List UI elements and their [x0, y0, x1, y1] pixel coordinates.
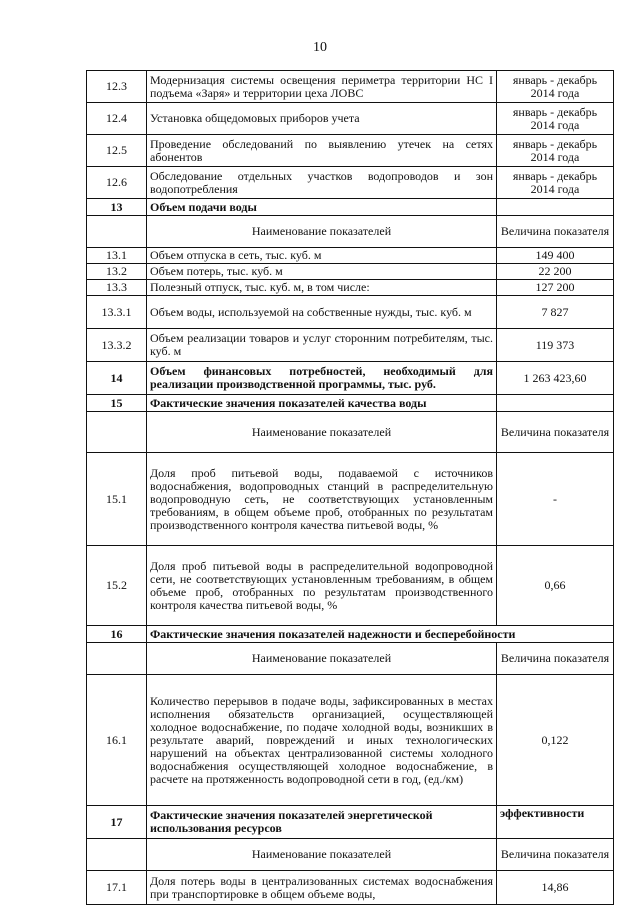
row-number: 12.5	[87, 135, 147, 167]
column-header-name: Наименование показателей	[147, 216, 497, 248]
section-number: 17	[87, 806, 147, 839]
row-value: январь - декабрь 2014 года	[497, 71, 614, 103]
section-header-row	[87, 199, 614, 216]
column-header-row	[87, 412, 614, 453]
section-title	[147, 806, 497, 839]
table-row	[87, 296, 614, 329]
section-header-row	[87, 626, 614, 643]
table-row	[87, 135, 614, 167]
table-row	[87, 329, 614, 362]
table-row	[87, 71, 614, 103]
table-row	[87, 167, 614, 199]
section-header-row	[87, 806, 614, 839]
row-value: 0,66	[497, 546, 614, 626]
row-number: 13.3.1	[87, 296, 147, 329]
column-header-row	[87, 216, 614, 248]
section-title-part: Фактические значения показателей энергетической	[150, 808, 433, 822]
column-header-name: Наименование показателей	[147, 643, 497, 675]
section-row	[87, 362, 614, 395]
row-number: 15.1	[87, 453, 147, 546]
column-header-value: Величина показателя	[497, 839, 614, 871]
row-description: Доля проб питьевой воды в распределительной водопроводной сети, не соответствующих установленным требованиям, в общем объеме проб, отобранных по результатам производственного контроля качества питьевой воды, %	[147, 546, 497, 626]
empty-cell	[497, 395, 614, 412]
row-description: Модернизация системы освещения периметра территории НС I подъема «Заря» и территории цеха ЛОВС	[147, 71, 497, 103]
section-title-part: эффективности	[497, 806, 614, 839]
row-number: 13.3.2	[87, 329, 147, 362]
section-title-part: использования ресурсов	[150, 821, 282, 835]
row-value: 127 200	[497, 280, 614, 296]
row-value: -	[497, 453, 614, 546]
table-row	[87, 280, 614, 296]
section-title: Фактические значения показателей качества воды	[147, 395, 497, 412]
row-description: Количество перерывов в подаче воды, зафиксированных в местах исполнения обязательств организацией, осуществляющей холодное водоснабжение, по подаче холодной воды, возникших в результате аварий, повреждений и иных технологических нарушений на объектах централизованной системы холодного водоснабжения осуществляющей холодное водоснабжение, в расчете на протяженность водопроводной сети в год, (ед./км)	[147, 675, 497, 806]
page-number: 10	[313, 40, 327, 55]
row-description: Обследование отдельных участков водопроводов и зон водопотребления	[147, 167, 497, 199]
row-value: 0,122	[497, 675, 614, 806]
row-number: 13.1	[87, 248, 147, 264]
column-header-name: Наименование показателей	[147, 412, 497, 453]
empty-cell	[87, 412, 147, 453]
section-number: 15	[87, 395, 147, 412]
table-row	[87, 546, 614, 626]
row-value: январь - декабрь 2014 года	[497, 135, 614, 167]
column-header-row	[87, 839, 614, 871]
row-number: 12.4	[87, 103, 147, 135]
row-description: Доля потерь воды в централизованных системах водоснабжения при транспортировке в общем объеме воды,	[147, 871, 497, 905]
column-header-value: Величина показателя	[497, 216, 614, 248]
section-number: 14	[87, 362, 147, 395]
row-value: 22 200	[497, 264, 614, 280]
column-header-name: Наименование показателей	[147, 839, 497, 871]
row-description: Полезный отпуск, тыс. куб. м, в том числе:	[147, 280, 497, 296]
row-number: 15.2	[87, 546, 147, 626]
section-number: 13	[87, 199, 147, 216]
table-row	[87, 675, 614, 806]
row-value: январь - декабрь 2014 года	[497, 103, 614, 135]
row-value: 1 263 423,60	[497, 362, 614, 395]
column-header-row	[87, 643, 614, 675]
empty-cell	[87, 643, 147, 675]
row-number: 12.6	[87, 167, 147, 199]
row-value: 7 827	[497, 296, 614, 329]
table-row	[87, 871, 614, 905]
empty-cell	[497, 199, 614, 216]
row-value: 119 373	[497, 329, 614, 362]
row-description: Объем отпуска в сеть, тыс. куб. м	[147, 248, 497, 264]
row-value: 149 400	[497, 248, 614, 264]
row-number: 17.1	[87, 871, 147, 905]
row-description: Проведение обследований по выявлению утечек на сетях абонентов	[147, 135, 497, 167]
row-number: 13.3	[87, 280, 147, 296]
section-header-row	[87, 395, 614, 412]
row-description: Объем потерь, тыс. куб. м	[147, 264, 497, 280]
row-number: 16.1	[87, 675, 147, 806]
row-value: январь - декабрь 2014 года	[497, 167, 614, 199]
table-row	[87, 264, 614, 280]
row-description: Установка общедомовых приборов учета	[147, 103, 497, 135]
indicators-table	[86, 70, 614, 905]
row-description: Объем воды, используемой на собственные нужды, тыс. куб. м	[147, 296, 497, 329]
row-description: Объем реализации товаров и услуг сторонним потребителям, тыс. куб. м	[147, 329, 497, 362]
section-title: Фактические значения показателей надежности и бесперебойности	[147, 626, 614, 643]
row-number: 13.2	[87, 264, 147, 280]
empty-cell	[87, 839, 147, 871]
row-description: Доля проб питьевой воды, подаваемой с источников водоснабжения, водопроводных станций в распределительную водопроводную сеть, не соответствующих установленным требованиям, в общем объеме проб, отобранных по результатам производственного контроля качества питьевой воды, %	[147, 453, 497, 546]
column-header-value: Величина показателя	[497, 412, 614, 453]
row-value: 14,86	[497, 871, 614, 905]
table-row	[87, 248, 614, 264]
column-header-value: Величина показателя	[497, 643, 614, 675]
section-title: Объем финансовых потребностей, необходимый для реализации производственной программы, тыс. руб.	[147, 362, 497, 395]
empty-cell	[87, 216, 147, 248]
table-row	[87, 453, 614, 546]
row-number: 12.3	[87, 71, 147, 103]
section-title: Объем подачи воды	[147, 199, 497, 216]
table-row	[87, 103, 614, 135]
section-number: 16	[87, 626, 147, 643]
